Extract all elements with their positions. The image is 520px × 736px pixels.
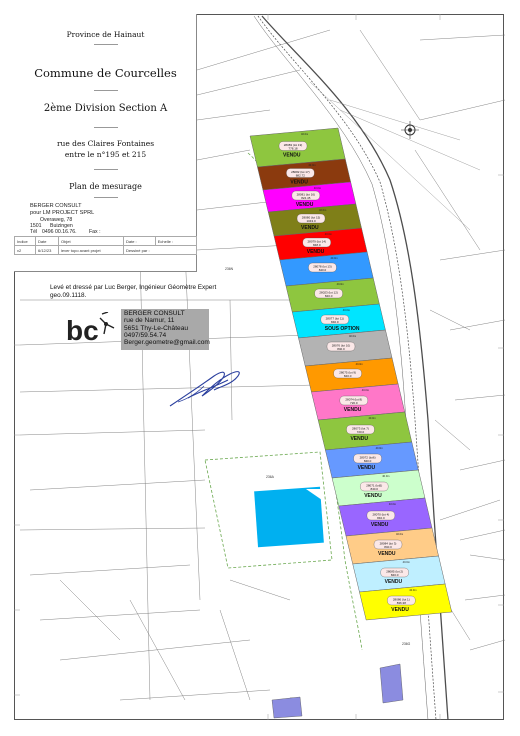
- lot-frontage: 40.0m: [308, 164, 316, 167]
- lot-area: 840.0: [377, 516, 385, 520]
- rev-drawn-by: Dessiné par :: [124, 246, 197, 255]
- surveyor-license: geo.09.1118.: [50, 292, 87, 299]
- card-city: 5651 Thy-Le-Château: [124, 324, 189, 332]
- lot-area: 824.45: [301, 196, 311, 200]
- plan-type-title: Plan de mesurage: [69, 182, 142, 191]
- lot-area: 840.0: [384, 545, 392, 549]
- rev-object: lever topo avant projet: [59, 246, 124, 255]
- lot-number: 28075 (lot 9): [339, 370, 357, 375]
- lot-frontage: 40.0m: [330, 257, 338, 260]
- lot-area: 840.0: [343, 374, 352, 378]
- lot-number: 28081 (lot 16): [296, 192, 316, 197]
- lot-status: VENDU: [301, 225, 319, 231]
- lot-frontage: 40.0m: [368, 417, 376, 420]
- lot-area: 836.38: [396, 601, 406, 605]
- lot-area: 840.0: [370, 487, 378, 491]
- lot-number: 28070 (lot 4): [372, 512, 390, 517]
- parcel-label-a: 236A: [266, 475, 274, 479]
- lot-status: VENDU: [290, 179, 308, 186]
- signature-icon: [168, 362, 248, 412]
- lot-frontage: 40.0m: [409, 589, 417, 592]
- card-phone: 0497/59.54.74: [124, 331, 167, 339]
- lot-status: VENDU: [283, 152, 301, 159]
- lot-number: 28082 (lot 17): [291, 170, 310, 174]
- parcel-label-c: 236G: [402, 642, 411, 646]
- client-fax-label: Fax :: [89, 229, 101, 235]
- parcel-label-b: 236N: [225, 267, 234, 271]
- lot-frontage: 40.0m: [375, 447, 383, 450]
- lot-frontage: 40.0m: [324, 233, 332, 236]
- lot-frontage: 40.0m: [355, 363, 363, 366]
- lot-number: 28072 (lot6): [359, 455, 376, 460]
- lot-frontage: 40.0m: [388, 503, 397, 506]
- title-block: [14, 14, 197, 272]
- rev-header-object: Objet: [59, 237, 124, 246]
- lot-status: VENDU: [391, 607, 409, 613]
- client-street: Overaweg, 78: [40, 217, 73, 223]
- company-logo-icon: [66, 312, 118, 346]
- rev-index: v2: [15, 246, 36, 255]
- card-email: Berger.geometre@gmail.com: [124, 339, 210, 347]
- lot-area: 840.0: [331, 320, 339, 324]
- lot-status: VENDU: [306, 249, 325, 255]
- lot-number: 28079 (lot 14): [307, 239, 327, 244]
- rev-header-date: Date: [36, 237, 59, 246]
- lot-area: 1043.0: [306, 219, 316, 223]
- logo-text: bc: [66, 315, 99, 346]
- lot-number: 28086 (lot 1): [392, 597, 410, 602]
- lot-number: 28023 (lot 12): [319, 290, 338, 295]
- lot-frontage: 40.0m: [361, 389, 370, 392]
- client-for: pour LM PROJECT SPRL: [30, 210, 95, 216]
- card-street: rue de Namur, 11: [124, 317, 175, 325]
- lot-area: 840.0: [363, 459, 372, 463]
- lot-frontage: 40.0m: [382, 475, 390, 478]
- lot-status: VENDU: [384, 579, 403, 585]
- lot-number: 28084 (lot 3): [379, 541, 397, 546]
- surveyor-card: [121, 309, 209, 350]
- north-arrow-icon: [401, 121, 419, 139]
- division-title: 2ème Division Section A: [43, 103, 168, 114]
- street-label: rue des Claires Fontaines: [56, 139, 155, 148]
- lot-number: 28074 (lot 8): [345, 397, 363, 402]
- lot-area: 840.0: [337, 347, 345, 351]
- lot-area: 840.0: [324, 294, 333, 298]
- lot-number: 28071 (lot5): [366, 483, 383, 488]
- lot-status: VENDU: [295, 202, 314, 208]
- lot-number: 28083 (lot 19): [283, 143, 303, 147]
- lot-frontage: 40.0m: [301, 133, 309, 136]
- lot-number: 28076 (lot 10): [331, 343, 351, 348]
- lot-status: VENDU: [357, 465, 376, 471]
- rev-header-scale: Echelle :: [155, 237, 196, 246]
- commune-title: Commune de Courcelles: [34, 66, 177, 80]
- lot-area: 720.0: [356, 430, 365, 434]
- client-city: Buizingen: [50, 223, 73, 229]
- lot-area: 882.72: [295, 173, 305, 178]
- lot-area: 778.18: [288, 146, 298, 151]
- client-postcode: 1501: [30, 223, 42, 229]
- lot-area: 720.0: [350, 401, 358, 405]
- numbers-label: entre le n°195 et 215: [64, 150, 147, 159]
- rev-header-index: Indice: [15, 237, 36, 246]
- client-company: BERGER CONSULT: [30, 203, 82, 209]
- lot-status: SOUS OPTION: [324, 326, 360, 332]
- lot-frontage: 40.0m: [348, 335, 357, 338]
- lot-number: 28085 (lot 2): [386, 569, 404, 574]
- card-company: BERGER CONSULT: [124, 310, 185, 317]
- lot-area: 840.0: [390, 573, 399, 577]
- lot-status: VENDU: [370, 522, 389, 528]
- swimming-pool: [254, 487, 324, 547]
- lot-status: VENDU: [343, 407, 362, 413]
- lot-number: 28078 (lot 13): [313, 264, 332, 269]
- lots-group: [250, 128, 452, 620]
- lot-frontage: 40.0m: [336, 283, 344, 286]
- revision-table: [14, 236, 197, 255]
- lot-frontage: 40.0m: [402, 561, 410, 564]
- buildings: [272, 664, 403, 718]
- lot-frontage: 40.0m: [319, 209, 327, 212]
- lot-area: 840.0: [318, 268, 327, 272]
- rev-date: 6/12/23: [36, 246, 59, 255]
- lot-status: VENDU: [378, 551, 396, 557]
- client-tel-label: Tél: [30, 229, 38, 235]
- lot-frontage: 40.0m: [342, 309, 351, 312]
- rev-header-date2: Date :: [124, 237, 156, 246]
- lot-number: 28073 (lot 7): [352, 426, 369, 431]
- lot-status: VENDU: [350, 436, 368, 442]
- lot-area: 848.0: [312, 243, 321, 247]
- lot-number: 28080 (lot 15): [301, 215, 321, 220]
- lot-frontage: 40.0m: [396, 533, 404, 536]
- client-tel: 0496 00.16.76.: [42, 229, 77, 235]
- lot-status: VENDU: [364, 493, 382, 499]
- lot-frontage: 40.0m: [313, 187, 322, 190]
- surveyor-statement: Levé et dressé par Luc Berger, Ingénieur Géomètre Expert: [50, 284, 217, 291]
- lot-number: 28077 (lot 11): [325, 316, 344, 321]
- province-label: Province de Hainaut: [66, 30, 145, 39]
